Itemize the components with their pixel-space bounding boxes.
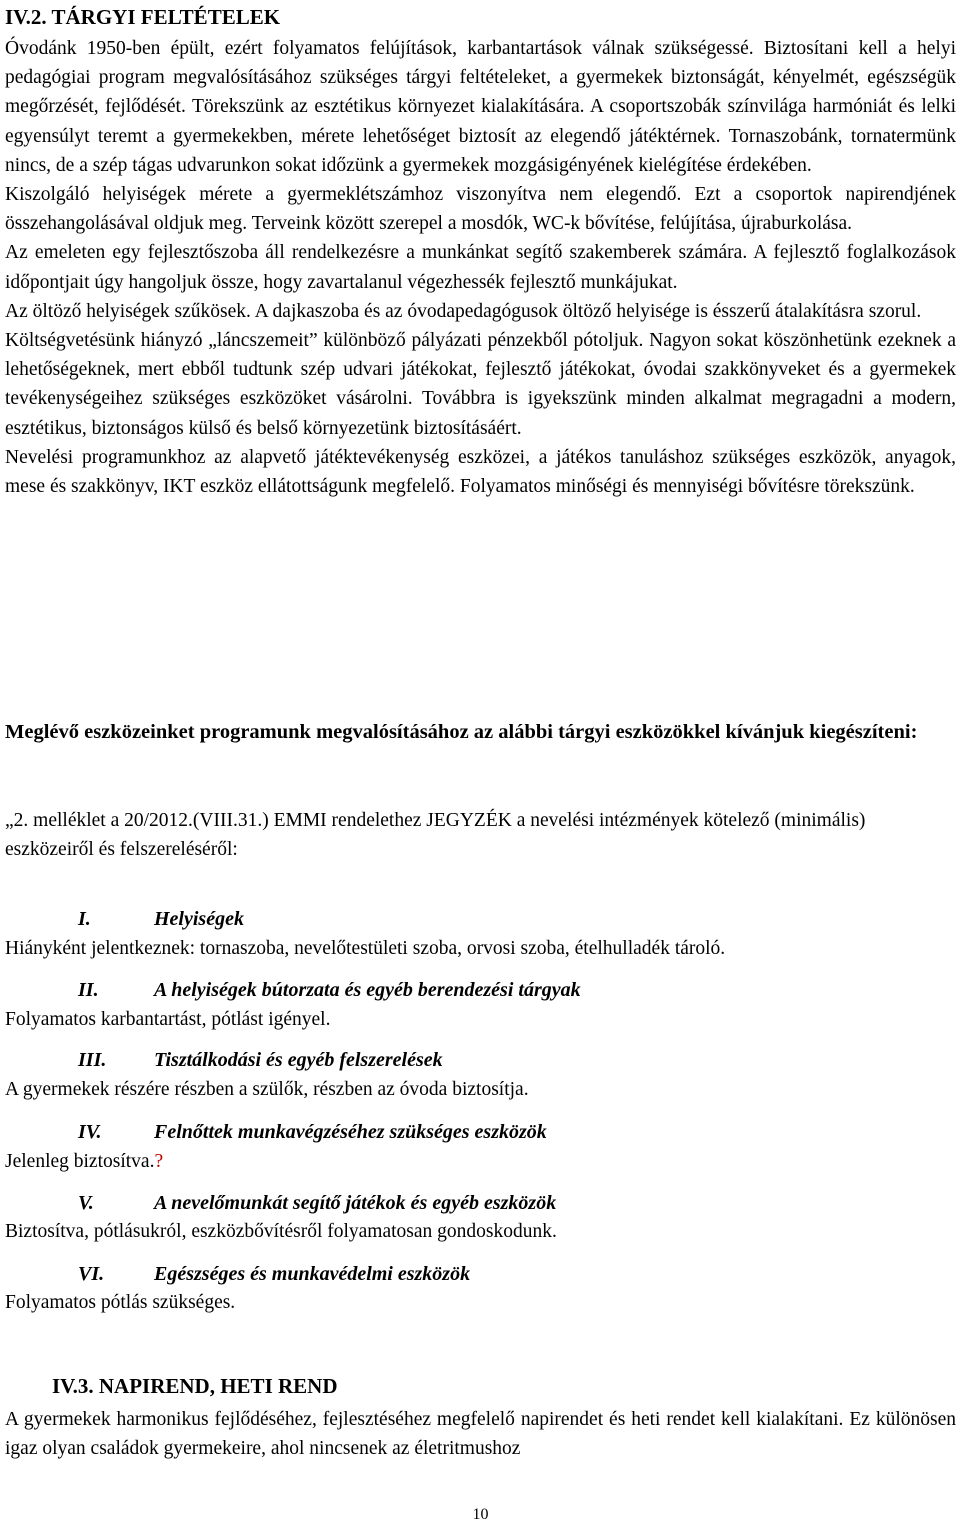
item-text: Folyamatos pótlás szükséges. [5, 1292, 236, 1313]
item-number: II. [78, 979, 99, 1001]
paragraph: Óvodánk 1950-ben épült, ezért folyamatos felújítások, karbantartások válnak szükségessé. Biztosítani kell a helyi pedagógiai program megvalósításához szükséges tárgyi feltételeket, a gyermekek biztonságát, kényelmét, egészségük megőrzését, fejlődését. Törekszünk az esztétikus környezet kialakítására. A csoportszobák színvilága harmóniát és lelki egyensúlyt teremt a gyermekekben, mérete lehetőséget biztosít az elegendő játéktérnek. Tornaszobánk, tornatermünk nincs, de a szép tágas udvarunkon sokat időzünk a gyermekek mozgásigényének kielégítése érdekében. [5, 38, 956, 176]
item-text: Biztosítva, pótlásukról, eszközbővítésről folyamatosan gondoskodunk. [5, 1221, 557, 1242]
item-title: A nevelőmunkát segítő játékok és egyéb eszközök [154, 1192, 557, 1214]
section-iv2-body [5, 34, 956, 501]
item-heading [78, 977, 581, 1003]
paragraph: Nevelési programunkhoz az alapvető játéktevékenység eszközei, a játékos tanuláshoz szükséges eszközök, anyagok, mese és szakkönyv, IKT eszköz ellátottságunk megfelelő. Folyamatos minőségi és mennyiségi bővítésre törekszünk. [5, 446, 956, 498]
bold-statement-block [5, 718, 956, 747]
item-number: V. [78, 1192, 94, 1214]
item-title: Egészséges és munkavédelmi eszközök [154, 1263, 471, 1285]
section-iv3-body [5, 1405, 956, 1463]
item-heading [78, 1119, 547, 1145]
item-text [5, 1149, 163, 1175]
item-number: VI. [78, 1263, 105, 1285]
item-text: Hiányként jelentkeznek: tornaszoba, nevelőtestületi szoba, orvosi szoba, ételhulladék tároló. [5, 938, 726, 959]
paragraph: A gyermekek harmonikus fejlődéséhez, fejlesztéséhez megfelelő napirendet és heti rendet kell kialakítani. Ez különösen igaz olyan családok gyermekeire, ahol nincsenek az életritmushoz [5, 1409, 956, 1460]
bold-statement: Meglévő eszközeinket programunk megvalósításához az alábbi tárgyi eszközökkel kívánjuk kiegészíteni: [5, 721, 918, 743]
question-mark: ? [154, 1151, 164, 1172]
reference-text: „2. melléklet a 20/2012.(VIII.31.) EMMI rendelethez JEGYZÉK a nevelési intézmények kötelező (minimális) eszközeiről és felszereléséről: [5, 810, 866, 861]
item-number: III. [78, 1049, 107, 1071]
item-heading [78, 1190, 556, 1216]
paragraph: Kiszolgáló helyiségek mérete a gyermeklétszámhoz viszonyítva nem elegendő. Ezt a csoportok napirendjének összehangolásával oldjuk meg. Terveink között szerepel a mosdók, WC-k bővítése, felújítása, újraburkolása. [5, 184, 956, 235]
item-title: Tisztálkodási és egyéb felszerelések [154, 1049, 443, 1071]
paragraph: Az emeleten egy fejlesztőszoba áll rendelkezésre a munkánkat segítő szakemberek számára. A fejlesztő foglalkozások időpontjait úgy hangoljuk össze, hogy zavartalanul végezhessék fejlesztő munkájukat. [5, 242, 956, 293]
item-number: IV. [78, 1121, 102, 1143]
item-number: I. [78, 908, 91, 930]
reference-block [5, 806, 956, 864]
item-heading [78, 906, 244, 932]
item-text-content: Jelenleg biztosítva. [5, 1151, 155, 1172]
item-text: A gyermekek részére részben a szülők, részben az óvoda biztosítja. [5, 1079, 529, 1100]
item-heading [78, 1261, 470, 1287]
item-title: Helyiségek [154, 908, 244, 930]
paragraph: Költségvetésünk hiányzó „láncszemeit” különböző pályázati pénzekből pótoljuk. Nagyon sokat köszönhetünk ezeknek a lehetőségeknek, mert ebből tudtunk szép udvari játékokat, fejlesztő játékokat, óvodai szakkönyveket és a gyermekek tevékenységeihez szükséges eszközöket vásárolni. Továbbra is igyekszünk minden alkalmat megragadni a modern, esztétikus, biztonságos külső és belső környezetünk biztosításáért. [5, 330, 956, 439]
item-heading [78, 1047, 443, 1073]
section-heading-iv2: IV.2. TÁRGYI FELTÉTELEK [5, 5, 281, 29]
item-text: Folyamatos karbantartást, pótlást igényel. [5, 1009, 331, 1030]
section-heading-iv3: IV.3. NAPIREND, HETI REND [52, 1374, 338, 1398]
paragraph: Az öltöző helyiségek szűkösek. A dajkaszoba és az óvodapedagógusok öltöző helyisége is ésszerű átalakításra szorul. [5, 300, 922, 322]
page-number: 10 [472, 1506, 489, 1523]
item-title: A helyiségek bútorzata és egyéb berendezési tárgyak [154, 979, 581, 1001]
item-title: Felnőttek munkavégzéséhez szükséges eszközök [154, 1121, 547, 1143]
